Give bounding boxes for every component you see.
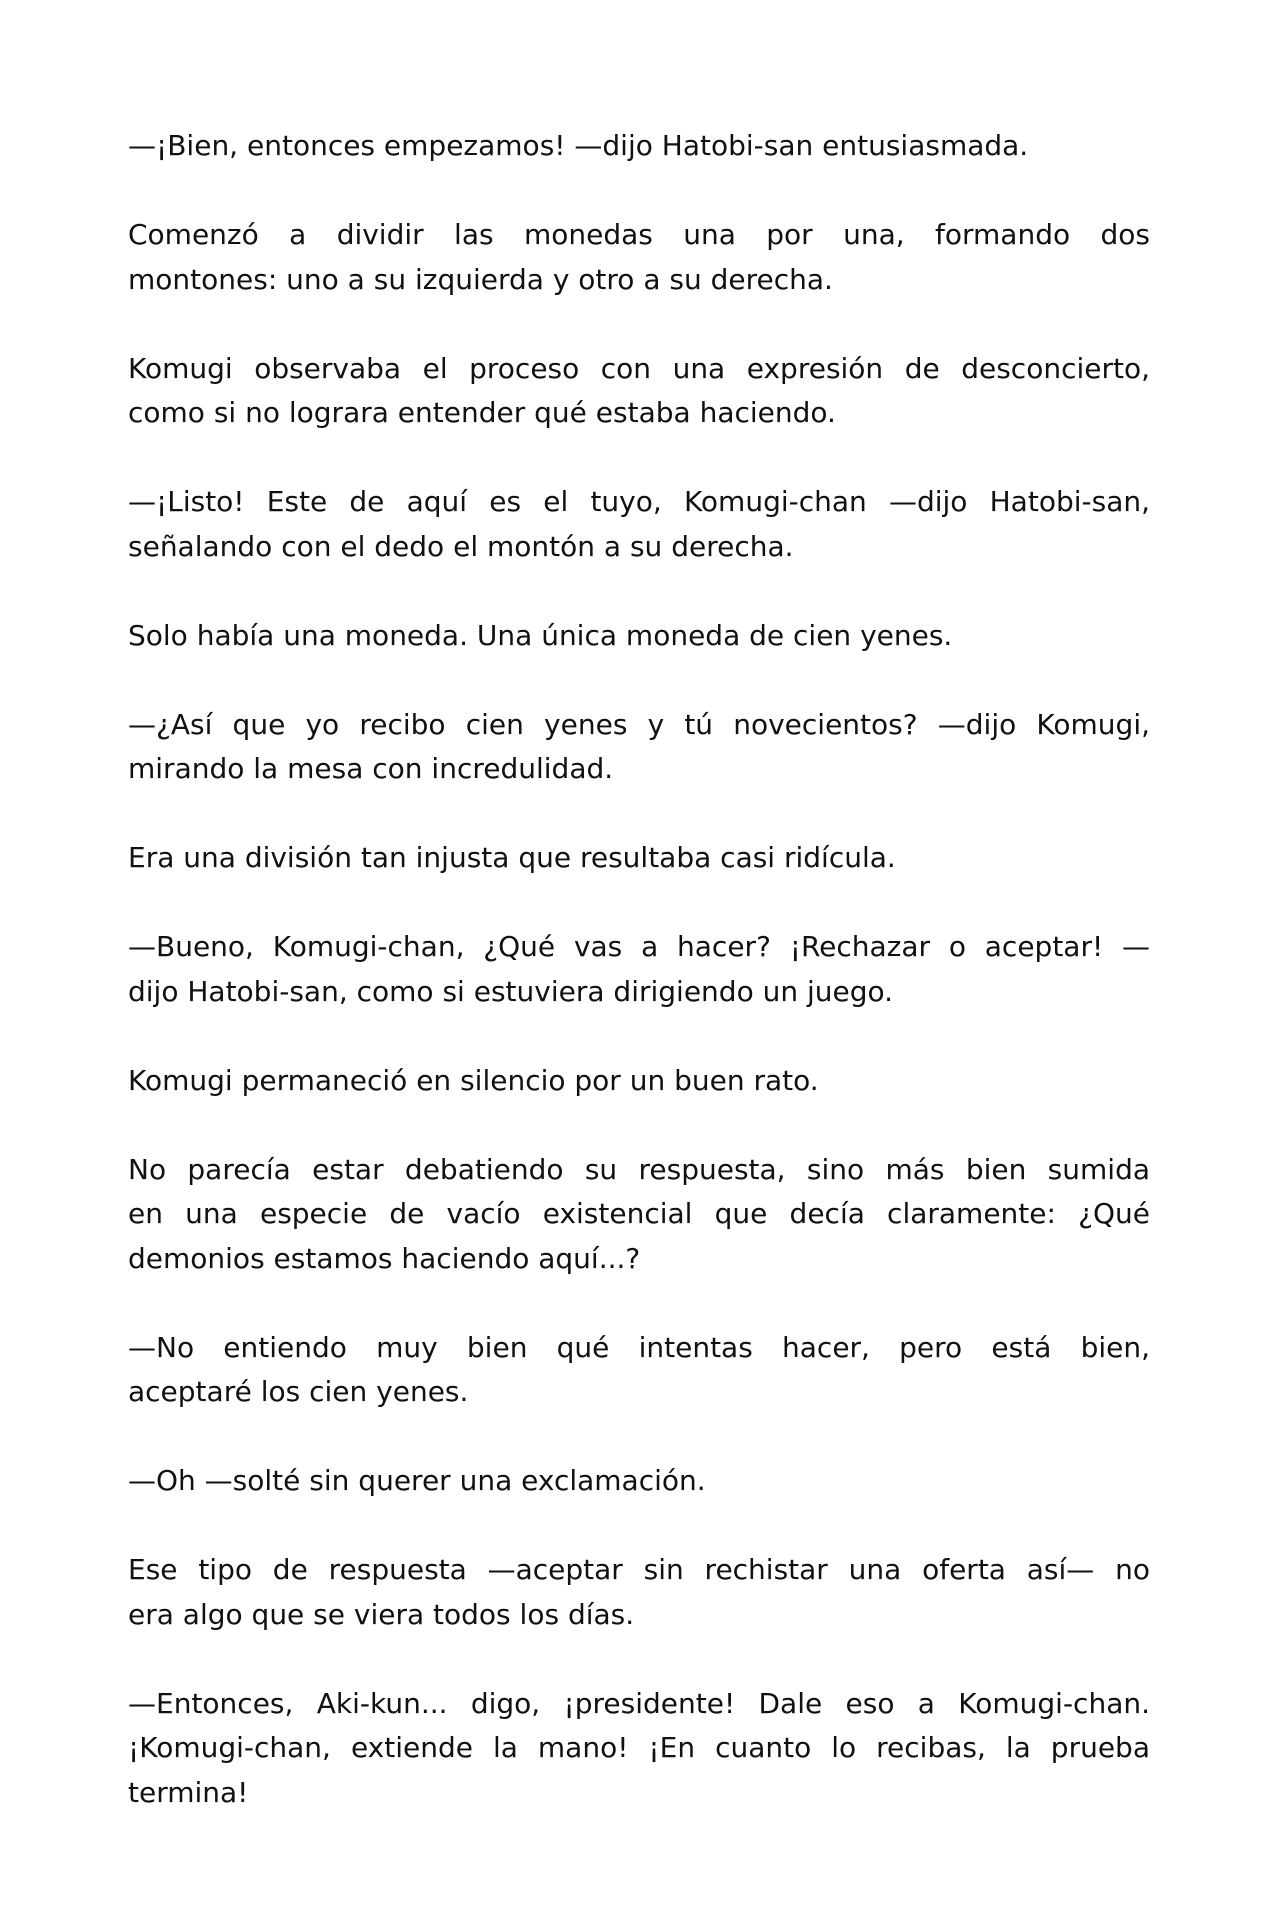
text-line: Solo había una moneda. Una única moneda de cien yenes. <box>128 618 953 652</box>
text-line: ¡Komugi-chan, extiende la mano! ¡En cuanto lo recibas, la prueba <box>128 1731 1150 1764</box>
text-line: aceptaré los cien yenes. <box>128 1375 469 1408</box>
text-line: No parecía estar debatiendo su respuesta, sino más bien sumida <box>128 1152 1150 1186</box>
text-line: mirando la mesa con incredulidad. <box>128 752 614 785</box>
paragraph-4 <box>128 480 1150 569</box>
text-line: Komugi observaba el proceso con una expresión de desconcierto, <box>128 351 1150 385</box>
text-line: —Bueno, Komugi-chan, ¿Qué vas a hacer? ¡Rechazar o aceptar! — <box>128 930 1150 963</box>
text-line: Ese tipo de respuesta —aceptar sin rechistar una oferta así— no <box>128 1553 1150 1586</box>
paragraph-2 <box>128 213 1150 302</box>
paragraph-5 <box>128 614 1150 659</box>
text-line: Comenzó a dividir las monedas una por una, formando dos <box>128 218 1150 251</box>
text-line: —¿Así que yo recibo cien yenes y tú novecientos? —dijo Komugi, <box>128 707 1150 741</box>
text-line: termina! <box>128 1775 249 1809</box>
text-line: señalando con el dedo el montón a su derecha. <box>128 529 794 563</box>
text-line: —Oh —solté sin querer una exclamación. <box>128 1464 706 1497</box>
text-line: en una especie de vacío existencial que decía claramente: ¿Qué <box>128 1197 1150 1230</box>
paragraph-12 <box>128 1459 1150 1504</box>
paragraph-11 <box>128 1326 1150 1415</box>
paragraph-10 <box>128 1148 1150 1282</box>
text-line: —No entiendo muy bien qué intentas hacer, pero está bien, <box>128 1330 1150 1364</box>
text-line: Komugi permaneció en silencio por un buen rato. <box>128 1063 819 1097</box>
text-line: demonios estamos haciendo aquí...? <box>128 1241 641 1275</box>
paragraph-13 <box>128 1548 1150 1637</box>
paragraph-7 <box>128 836 1150 881</box>
paragraph-6 <box>128 703 1150 792</box>
paragraph-1 <box>128 124 1150 169</box>
paragraph-3 <box>128 347 1150 436</box>
text-line: —Entonces, Aki-kun... digo, ¡presidente! Dale eso a Komugi-chan. <box>128 1686 1150 1720</box>
text-line: como si no lograra entender qué estaba haciendo. <box>128 396 836 429</box>
paragraph-14 <box>128 1682 1150 1816</box>
text-line: —¡Listo! Este de aquí es el tuyo, Komugi-chan —dijo Hatobi-san, <box>128 485 1150 518</box>
text-line: dijo Hatobi-san, como si estuviera dirigiendo un juego. <box>128 974 894 1008</box>
paragraph-8 <box>128 925 1150 1014</box>
text-line: —¡Bien, entonces empezamos! —dijo Hatobi-san entusiasmada. <box>128 129 1029 162</box>
document-page <box>128 124 1150 1860</box>
text-line: era algo que se viera todos los días. <box>128 1597 635 1631</box>
text-line: Era una división tan injusta que resultaba casi ridícula. <box>128 841 896 874</box>
paragraph-9 <box>128 1059 1150 1104</box>
text-line: montones: uno a su izquierda y otro a su derecha. <box>128 262 833 296</box>
